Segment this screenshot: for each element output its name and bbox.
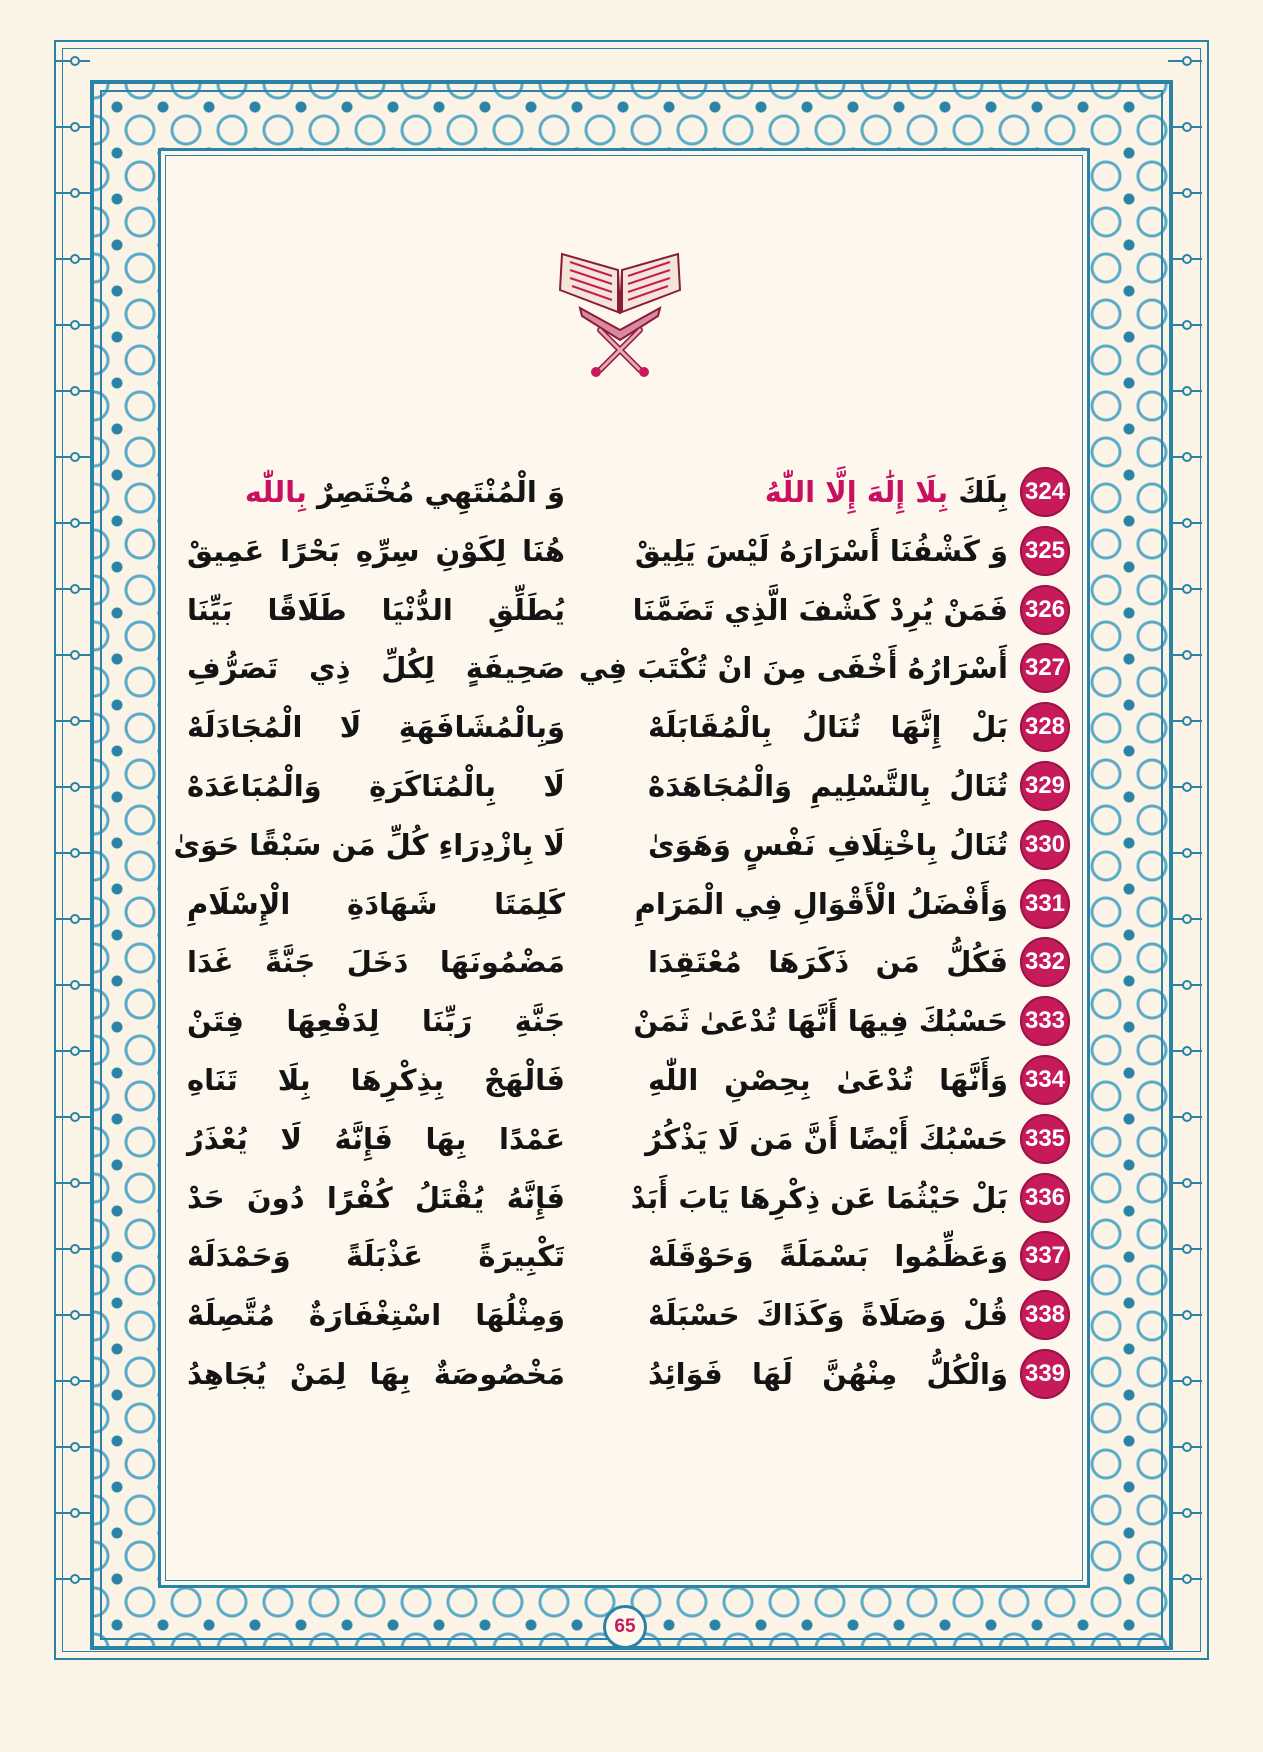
verse-first-hemistich: فَمَنْ يُرِدْ كَشْفَ الَّذِي تَضَمَّنَا [632,592,1008,627]
verse-text-highlight: بِاللّٰه [244,475,307,509]
verse-first-hemistich: حَسْبُكَ أَيْضًا أَنَّ مَن لَا يَذْكُرُ [645,1121,1008,1156]
verse-row [170,580,1070,639]
verse-row [170,991,1070,1050]
right-tick-marks [1168,60,1202,1640]
verse-row [170,638,1070,697]
verse-number-badge: 338 [1020,1290,1070,1340]
verse-first-hemistich: حَسْبُكَ فِيهَا أَنَّهَا تُدْعَىٰ ثَمَنْ [633,1004,1008,1039]
verse-row [170,1344,1070,1403]
verse-second-hemistich: لَا بِالْمُنَاكَرَةِ وَالْمُبَاعَدَهْ [187,768,565,803]
verse-first-hemistich: تُنَالُ بِاخْتِلَافِ نَفْسٍ وَهَوَىٰ [648,827,1008,862]
verse-second-hemistich: مَخْصُوصَةٌ بِهَا لِمَنْ يُجَاهِدُ [187,1356,565,1391]
verse-row [170,815,1070,874]
verse-row [170,874,1070,933]
verse-row [170,697,1070,756]
verse-second-hemistich: تَكْبِيرَةً عَذْبَلَةً وَحَمْدَلَهْ [187,1239,565,1274]
verse-first-hemistich: بَلْ حَيْثُمَا عَن ذِكْرِهَا يَابَ أَبَدْ [630,1180,1008,1215]
verse-second-hemistich: صَحِيفَةٍ لِكُلِّ ذِي تَصَرُّفِ [187,651,565,686]
verse-second-hemistich: مَضْمُونَهَا دَخَلَ جَنَّةً غَدَا [187,945,565,980]
verse-first-hemistich [648,466,1008,518]
verse-second-hemistich: لَا بِازْدِرَاءِ كُلِّ مَن سَبْقًا حَوَىٰ [173,827,565,862]
verse-first-hemistich: أَسْرَارُهُ أَخْفَى مِنَ انْ تُكْتَبَ فِي [578,651,1008,686]
verse-number-badge: 332 [1020,937,1070,987]
verse-number-badge: 331 [1020,879,1070,929]
verse-second-hemistich: عَمْدًا بِهَا فَإِنَّهُ لَا يُعْذَرُ [187,1121,565,1156]
verse-row [170,1050,1070,1109]
verse-list [170,462,1070,1403]
verse-row [170,1168,1070,1227]
verse-second-hemistich: كَلِمَتَا شَهَادَةِ الْإِسْلَامِ [187,886,565,921]
verse-first-hemistich: قُلْ وَصَلَاةً وَكَذَاكَ حَسْبَلَهْ [648,1298,1008,1333]
verse-second-hemistich: يُطَلِّقِ الدُّنْيَا طَلَاقًا بَيِّنَا [187,592,565,627]
page-number: 65 [603,1605,647,1649]
verse-second-hemistich: وَمِثْلُهَا اسْتِغْفَارَةٌ مُتَّصِلَهْ [187,1298,565,1333]
verse-first-hemistich: بَلْ إِنَّهَا تُنَالُ بِالْمُقَابَلَهْ [648,710,1008,745]
verse-second-hemistich [187,466,565,518]
verse-first-hemistich: وَعَظِّمُوا بَسْمَلَةً وَحَوْقَلَهْ [648,1239,1008,1274]
verse-second-hemistich: هُنَا لِكَوْنِ سِرِّهِ بَحْرًا عَمِيقْ [187,533,565,568]
verse-number-badge: 325 [1020,526,1070,576]
verse-first-hemistich: وَ كَشْفُنَا أَسْرَارَهُ لَيْسَ يَلِيقْ [634,533,1008,568]
verse-second-hemistich: جَنَّةِ رَبِّنَا لِدَفْعِهَا فِتَنْ [187,1004,565,1039]
verse-second-hemistich: فَالْهَجْ بِذِكْرِهَا بِلَا تَنَاهِ [187,1062,565,1097]
verse-text-plain: بِلَكَ [948,475,1008,509]
verse-number-badge: 339 [1020,1349,1070,1399]
verse-number-badge: 336 [1020,1173,1070,1223]
verse-first-hemistich: وَأَنَّهَا تُدْعَىٰ بِحِصْنِ اللّٰهِ [648,1062,1008,1097]
verse-number-badge: 337 [1020,1231,1070,1281]
verse-number-badge: 329 [1020,761,1070,811]
verse-number-badge: 333 [1020,996,1070,1046]
verse-text-highlight: بِلَا إِلَٰهَ إِلَّا اللّٰهُ [764,475,949,509]
verse-row [170,462,1070,521]
verse-row [170,1226,1070,1285]
quran-stand-icon [540,250,700,380]
verse-row [170,1285,1070,1344]
verse-number-badge: 327 [1020,643,1070,693]
left-tick-marks [56,60,90,1640]
verse-text-plain: وَ الْمُنْتَهِي مُخْتَصِرٌ [306,475,565,509]
verse-first-hemistich: وَأَفْضَلُ الْأَقْوَالِ فِي الْمَرَامِ [634,886,1008,921]
verse-row [170,932,1070,991]
verse-first-hemistich: تُنَالُ بِالتَّسْلِيمِ وَالْمُجَاهَدَهْ [648,768,1008,803]
verse-first-hemistich: وَالْكُلُّ مِنْهُنَّ لَهَا فَوَائِدُ [648,1356,1008,1391]
verse-number-badge: 330 [1020,820,1070,870]
verse-row [170,756,1070,815]
verse-number-badge: 328 [1020,702,1070,752]
verse-row [170,1109,1070,1168]
verse-row [170,521,1070,580]
verse-second-hemistich: فَإِنَّهُ يُقْتَلُ كُفْرًا دُونَ حَدْ [187,1180,565,1215]
verse-number-badge: 335 [1020,1114,1070,1164]
verse-first-hemistich: فَكُلُّ مَن ذَكَرَهَا مُعْتَقِدَا [648,945,1008,980]
verse-second-hemistich: وَبِالْمُشَافَهَةِ لَا الْمُجَادَلَهْ [187,710,565,745]
verse-number-badge: 334 [1020,1055,1070,1105]
verse-number-badge: 326 [1020,585,1070,635]
verse-number-badge: 324 [1020,467,1070,517]
